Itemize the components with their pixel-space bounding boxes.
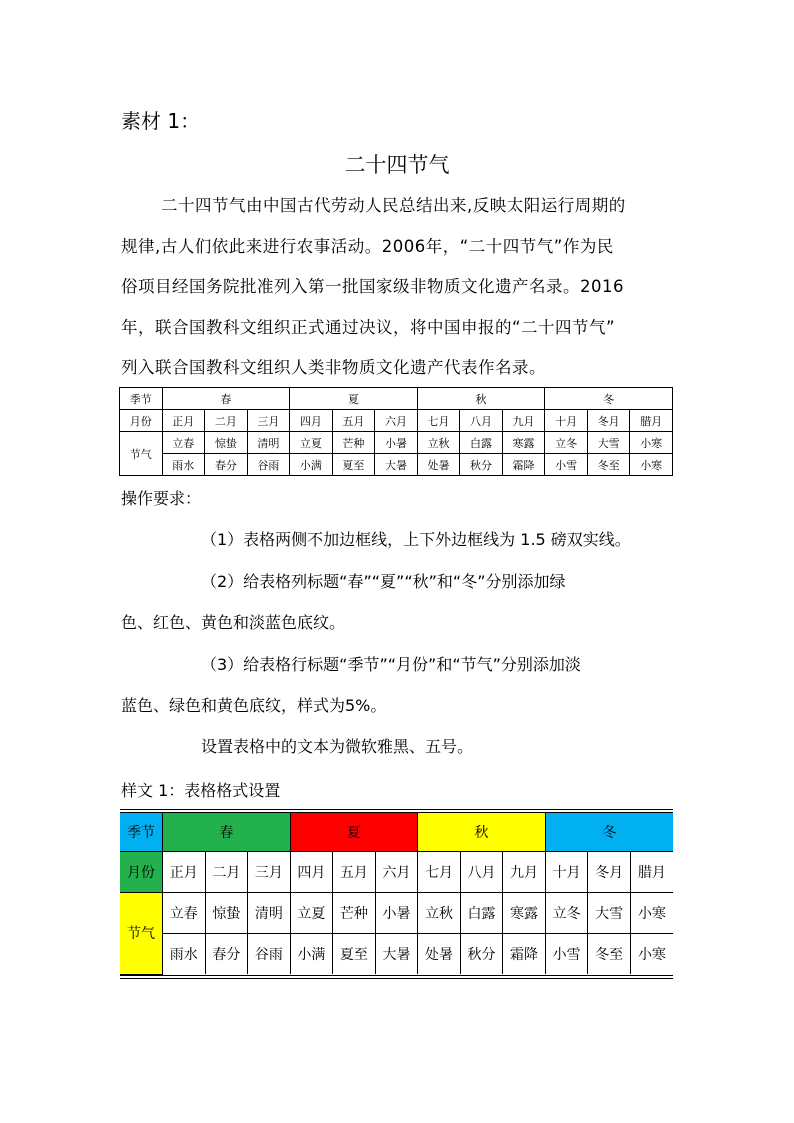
month-cell: 九月 bbox=[502, 410, 545, 432]
term-cell: 霜降 bbox=[502, 454, 545, 476]
term-cell: 小寒 bbox=[630, 893, 673, 934]
term-cell: 冬至 bbox=[587, 454, 630, 476]
term-cell: 处暑 bbox=[417, 454, 460, 476]
term-cell: 立春 bbox=[163, 893, 206, 934]
month-cell: 七月 bbox=[418, 852, 461, 893]
month-cell: 四月 bbox=[290, 852, 333, 893]
term-cell: 大暑 bbox=[375, 934, 418, 975]
term-cell: 小暑 bbox=[375, 432, 418, 454]
term-cell: 小雪 bbox=[545, 934, 588, 975]
term-cell: 芒种 bbox=[333, 893, 376, 934]
requirement-4: 设置表格中的文本为微软雅黑、五号。 bbox=[201, 737, 474, 756]
requirements-label: 操作要求： bbox=[121, 489, 202, 508]
season-winter: 冬 bbox=[545, 813, 673, 852]
term-cell: 立夏 bbox=[290, 432, 333, 454]
term-cell: 小暑 bbox=[375, 893, 418, 934]
term-cell: 立冬 bbox=[545, 893, 588, 934]
requirement-2-cont: 色、红色、黄色和淡蓝色底纹。 bbox=[121, 613, 346, 632]
term-cell: 寒露 bbox=[502, 432, 545, 454]
term-cell: 夏至 bbox=[333, 934, 376, 975]
term-cell: 白露 bbox=[460, 893, 503, 934]
requirement-1: （1）表格两侧不加边框线，上下外边框线为 1.5 磅双实线。 bbox=[201, 530, 631, 549]
term-cell: 惊蛰 bbox=[205, 432, 248, 454]
month-cell: 十月 bbox=[545, 852, 588, 893]
paragraph-line: 二十四节气由中国古代劳动人民总结出来,反映太阳运行周期的 bbox=[161, 196, 626, 215]
month-cell: 二月 bbox=[205, 410, 248, 432]
term-cell: 冬至 bbox=[588, 934, 631, 975]
month-cell: 五月 bbox=[333, 852, 376, 893]
term-cell: 小寒 bbox=[630, 934, 673, 975]
month-cell: 正月 bbox=[163, 852, 206, 893]
season-spring: 春 bbox=[162, 388, 290, 410]
month-cell: 正月 bbox=[162, 410, 205, 432]
row-header-season: 季节 bbox=[120, 388, 163, 410]
season-autumn: 秋 bbox=[418, 813, 546, 852]
term-cell: 芒种 bbox=[332, 432, 375, 454]
styled-solar-terms-table bbox=[120, 813, 673, 975]
row-header-season: 季节 bbox=[120, 813, 163, 852]
paragraph-line: 俗项目经国务院批准列入第一批国家级非物质文化遗产名录。2016 bbox=[121, 277, 624, 296]
requirement-3-cont: 蓝色、绿色和黄色底纹，样式为5%。 bbox=[121, 696, 387, 715]
term-cell: 大雪 bbox=[588, 893, 631, 934]
term-cell: 小满 bbox=[290, 454, 333, 476]
term-cell: 立秋 bbox=[418, 893, 461, 934]
term-cell: 雨水 bbox=[163, 934, 206, 975]
term-cell: 小寒 bbox=[630, 432, 673, 454]
month-cell: 八月 bbox=[460, 852, 503, 893]
term-cell: 雨水 bbox=[162, 454, 205, 476]
month-cell: 七月 bbox=[417, 410, 460, 432]
term-cell: 秋分 bbox=[460, 934, 503, 975]
term-cell: 春分 bbox=[205, 934, 248, 975]
month-cell: 腊月 bbox=[630, 410, 673, 432]
season-summer: 夏 bbox=[290, 813, 418, 852]
sample-caption: 样文 1：表格格式设置 bbox=[121, 781, 281, 800]
row-header-month: 月份 bbox=[120, 852, 163, 893]
material-heading: 素材 1： bbox=[121, 109, 201, 133]
term-cell: 霜降 bbox=[503, 934, 546, 975]
intro-paragraph bbox=[121, 186, 673, 389]
term-cell: 立冬 bbox=[545, 432, 588, 454]
term-cell: 大雪 bbox=[587, 432, 630, 454]
term-cell: 立秋 bbox=[417, 432, 460, 454]
month-cell: 五月 bbox=[332, 410, 375, 432]
month-cell: 冬月 bbox=[588, 852, 631, 893]
term-cell: 清明 bbox=[248, 893, 291, 934]
term-cell: 小雪 bbox=[545, 454, 588, 476]
season-autumn: 秋 bbox=[417, 388, 545, 410]
month-cell: 六月 bbox=[375, 410, 418, 432]
term-cell: 处暑 bbox=[418, 934, 461, 975]
solar-terms-table bbox=[119, 387, 673, 476]
term-cell: 寒露 bbox=[503, 893, 546, 934]
term-cell: 立春 bbox=[162, 432, 205, 454]
month-cell: 三月 bbox=[248, 852, 291, 893]
paragraph-line: 列入联合国教科文组织人类非物质文化遗产代表作名录。 bbox=[121, 358, 546, 377]
paragraph-line: 年，联合国教科文组织正式通过决议，将中国申报的“二十四节气” bbox=[121, 317, 616, 337]
term-cell: 小寒 bbox=[630, 454, 673, 476]
row-header-month: 月份 bbox=[120, 410, 163, 432]
season-summer: 夏 bbox=[290, 388, 418, 410]
requirement-3: （3）给表格行标题“季节”“月份”和“节气”分别添加淡 bbox=[201, 655, 581, 674]
month-cell: 四月 bbox=[290, 410, 333, 432]
styled-table-frame bbox=[120, 809, 673, 979]
term-cell: 惊蛰 bbox=[205, 893, 248, 934]
month-cell: 六月 bbox=[375, 852, 418, 893]
month-cell: 腊月 bbox=[630, 852, 673, 893]
term-cell: 立夏 bbox=[290, 893, 333, 934]
term-cell: 小满 bbox=[290, 934, 333, 975]
term-cell: 秋分 bbox=[460, 454, 503, 476]
month-cell: 二月 bbox=[205, 852, 248, 893]
term-cell: 白露 bbox=[460, 432, 503, 454]
paragraph-line: 规律,古人们依此来进行农事活动。2006年，“二十四节气”作为民 bbox=[121, 236, 614, 256]
month-cell: 三月 bbox=[247, 410, 290, 432]
season-winter: 冬 bbox=[545, 388, 673, 410]
document-title: 二十四节气 bbox=[344, 153, 450, 177]
requirement-2: （2）给表格列标题“春”“夏”“秋”和“冬”分别添加绿 bbox=[201, 572, 566, 591]
season-spring: 春 bbox=[163, 813, 291, 852]
month-cell: 冬月 bbox=[587, 410, 630, 432]
term-cell: 谷雨 bbox=[247, 454, 290, 476]
term-cell: 清明 bbox=[247, 432, 290, 454]
term-cell: 谷雨 bbox=[248, 934, 291, 975]
month-cell: 八月 bbox=[460, 410, 503, 432]
term-cell: 春分 bbox=[205, 454, 248, 476]
month-cell: 九月 bbox=[503, 852, 546, 893]
term-cell: 夏至 bbox=[332, 454, 375, 476]
row-header-term: 节气 bbox=[120, 893, 163, 975]
row-header-term: 节气 bbox=[120, 432, 163, 476]
month-cell: 十月 bbox=[545, 410, 588, 432]
term-cell: 大暑 bbox=[375, 454, 418, 476]
